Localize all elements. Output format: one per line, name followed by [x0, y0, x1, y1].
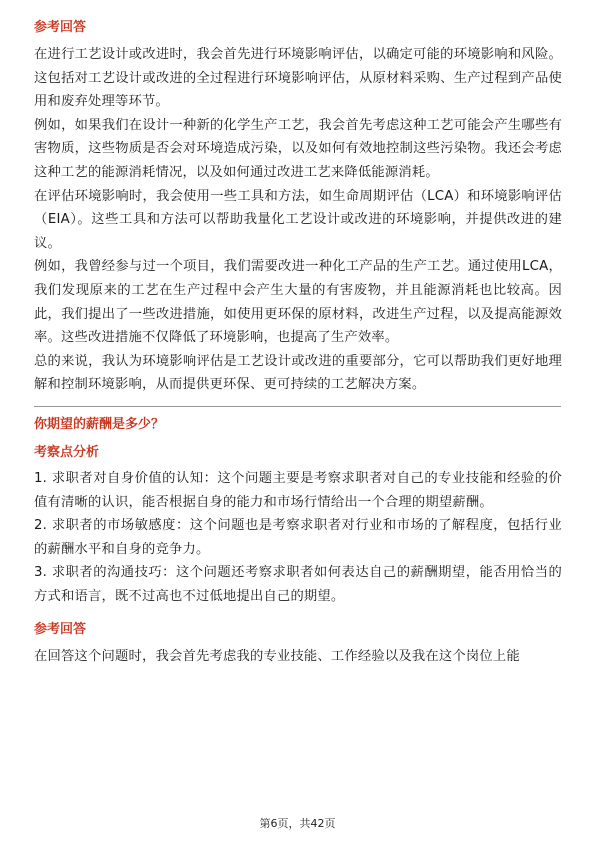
page-number-footer: 第6页，共42页 [259, 817, 336, 830]
answer-paragraph: 在评估环境影响时，我会使用一些工具和方法，如生命周期评估（LCA）和环境影响评估（EIA）。这些工具和方法可以帮助我量化工艺设计或改进的环境影响，并提供改进的建议。 [34, 188, 562, 251]
answer-paragraph: 例如，我曾经参与过一个项目，我们需要改进一种化工产品的生产工艺。通过使用LCA，我们发现原来的工艺在生产过程中会产生大量的有害废物，并且能源消耗也比较高。因此，我们提出了一些改进措施，如使用更环保的原材料，改进生产过程，以及提高能源效率。这些改进措施不仅降低了环境影响，也提高了生产效率。 [34, 259, 562, 346]
analysis-section [34, 443, 562, 609]
answer-paragraph: 总的来说，我认为环境影响评估是工艺设计或改进的重要部分，它可以帮助我们更好地理解和控制环境影响，从而提供更环保、更可持续的工艺解决方案。 [34, 353, 562, 393]
analysis-item: 2. 求职者的市场敏感度：这个问题也是考察求职者对行业和市场的了解程度，包括行业的薪酬水平和自身的竞争力。 [34, 518, 562, 557]
document-page [34, 18, 562, 669]
answer-paragraph: 在回答这个问题时，我会首先考虑我的专业技能、工作经验以及我在这个岗位上能 [34, 649, 520, 665]
analysis-item: 3. 求职者的沟通技巧：这个问题还考察求职者如何表达自己的薪酬期望，能否用恰当的方式和语言，既不过高也不过低地提出自己的期望。 [34, 565, 562, 604]
reference-answer-section-2 [34, 620, 562, 669]
question-title: 你期望的薪酬是多少？ [34, 416, 165, 432]
reference-answer-heading: 参考回答 [34, 20, 87, 35]
analysis-item: 1. 求职者对自身价值的认知：这个问题主要是考察求职者对自己的专业技能和经验的价值有清晰的认识，能否根据自身的能力和市场行情给出一个合理的期望薪酬。 [34, 470, 562, 510]
answer-paragraph: 在进行工艺设计或改进时，我会首先进行环境影响评估，以确定可能的环境影响和风险。这包括对工艺设计或改进的全过程进行环境影响评估，从原材料采购、生产过程到产品使用和废弃处理等环节。 [34, 47, 562, 110]
reference-answer-heading: 参考回答 [34, 622, 87, 638]
answer-paragraph: 例如，如果我们在设计一种新的化学生产工艺，我会首先考虑这种工艺可能会产生哪些有害物质，这些物质是否会对环境造成污染，以及如何有效地控制这些污染物。我还会考虑这种工艺的能源消耗情况，以及如何通过改进工艺来降低能源消耗。 [34, 117, 562, 180]
reference-answer-section [34, 18, 562, 397]
analysis-heading: 考察点分析 [34, 444, 100, 460]
